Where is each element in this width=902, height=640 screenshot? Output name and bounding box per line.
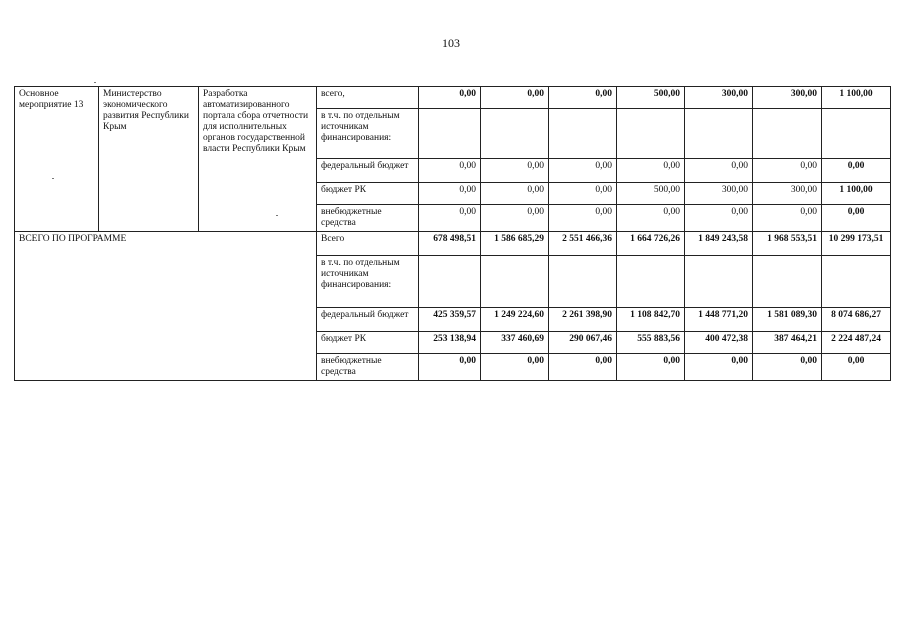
value-cell: 0,00 (617, 354, 685, 381)
value-cell: 0,00 (617, 205, 685, 232)
value-cell: 0,00 (617, 159, 685, 183)
value-cell: 10 299 173,51 (822, 232, 891, 256)
value-cell: 1 100,00 (822, 183, 891, 205)
value-cell: 1 448 771,20 (685, 308, 753, 332)
value-cell (685, 109, 753, 159)
value-cell: 2 261 398,90 (549, 308, 617, 332)
value-cell (481, 109, 549, 159)
value-cell: 0,00 (419, 354, 481, 381)
value-cell: 0,00 (549, 354, 617, 381)
value-cell: 337 460,69 (481, 332, 549, 354)
value-cell: 500,00 (617, 87, 685, 109)
value-cell: 1 849 243,58 (685, 232, 753, 256)
value-cell (549, 256, 617, 308)
value-cell: 0,00 (549, 205, 617, 232)
value-cell (481, 256, 549, 308)
value-cell: 300,00 (753, 87, 822, 109)
value-cell: 400 472,38 (685, 332, 753, 354)
page-number: 103 (442, 36, 460, 50)
value-cell: 1 968 553,51 (753, 232, 822, 256)
value-cell: 0,00 (822, 205, 891, 232)
executor-name: Министерство экономического развития Республики Крым (99, 87, 199, 232)
activity-section (15, 87, 891, 232)
value-cell: 0,00 (549, 183, 617, 205)
value-cell (617, 109, 685, 159)
value-cell: 1 108 842,70 (617, 308, 685, 332)
value-cell: 0,00 (685, 205, 753, 232)
value-cell (419, 109, 481, 159)
value-cell: 1 249 224,60 (481, 308, 549, 332)
value-cell: 0,00 (481, 159, 549, 183)
value-cell: 1 581 089,30 (753, 308, 822, 332)
value-cell: 425 359,57 (419, 308, 481, 332)
value-cell: 0,00 (549, 159, 617, 183)
source-label: федеральный бюджет (317, 308, 419, 332)
value-cell: 0,00 (419, 159, 481, 183)
value-cell (549, 109, 617, 159)
value-cell: 0,00 (481, 183, 549, 205)
value-cell: 0,00 (481, 87, 549, 109)
value-cell: 0,00 (419, 183, 481, 205)
scan-speck (276, 215, 278, 216)
source-label: федеральный бюджет (317, 159, 419, 183)
value-cell: 2 224 487,24 (822, 332, 891, 354)
source-label: бюджет РК (317, 332, 419, 354)
total-title: ВСЕГО ПО ПРОГРАММЕ (15, 232, 317, 381)
value-cell: 300,00 (685, 87, 753, 109)
source-label: в т.ч. по отдельным источникам финансирования: (317, 109, 419, 159)
value-cell: 1 586 685,29 (481, 232, 549, 256)
total-section (15, 232, 891, 381)
value-cell (617, 256, 685, 308)
value-cell: 0,00 (481, 205, 549, 232)
source-label: внебюджетные средства (317, 354, 419, 381)
source-label: бюджет РК (317, 183, 419, 205)
value-cell: 0,00 (481, 354, 549, 381)
activity-row (15, 87, 891, 109)
value-cell: 290 067,46 (549, 332, 617, 354)
value-cell: 0,00 (419, 205, 481, 232)
value-cell: 253 138,94 (419, 332, 481, 354)
value-cell: 300,00 (753, 183, 822, 205)
value-cell: 1 100,00 (822, 87, 891, 109)
value-cell: 0,00 (753, 205, 822, 232)
value-cell: 0,00 (419, 87, 481, 109)
scan-speck (52, 178, 54, 179)
value-cell: 678 498,51 (419, 232, 481, 256)
value-cell: 500,00 (617, 183, 685, 205)
value-cell: 0,00 (753, 159, 822, 183)
value-cell: 0,00 (822, 159, 891, 183)
source-label: Всего (317, 232, 419, 256)
value-cell: 2 551 466,36 (549, 232, 617, 256)
value-cell: 387 464,21 (753, 332, 822, 354)
source-label: внебюджетные средства (317, 205, 419, 232)
source-label: всего, (317, 87, 419, 109)
total-row (15, 232, 891, 256)
scan-speck (94, 82, 96, 83)
activity-name: Основное мероприятие 13 (15, 87, 99, 232)
value-cell (753, 109, 822, 159)
value-cell: 0,00 (822, 354, 891, 381)
value-cell: 0,00 (753, 354, 822, 381)
value-cell (419, 256, 481, 308)
value-cell (822, 109, 891, 159)
activity-description: Разработка автоматизированного портала сбора отчетности для исполнительных органов государственной власти Республики Крым (199, 87, 317, 232)
value-cell: 555 883,56 (617, 332, 685, 354)
value-cell: 8 074 686,27 (822, 308, 891, 332)
value-cell (685, 256, 753, 308)
budget-table (14, 86, 891, 381)
value-cell: 300,00 (685, 183, 753, 205)
value-cell: 0,00 (549, 87, 617, 109)
value-cell: 0,00 (685, 354, 753, 381)
value-cell: 0,00 (685, 159, 753, 183)
value-cell: 1 664 726,26 (617, 232, 685, 256)
source-label: в т.ч. по отдельным источникам финансирования: (317, 256, 419, 308)
value-cell (822, 256, 891, 308)
value-cell (753, 256, 822, 308)
